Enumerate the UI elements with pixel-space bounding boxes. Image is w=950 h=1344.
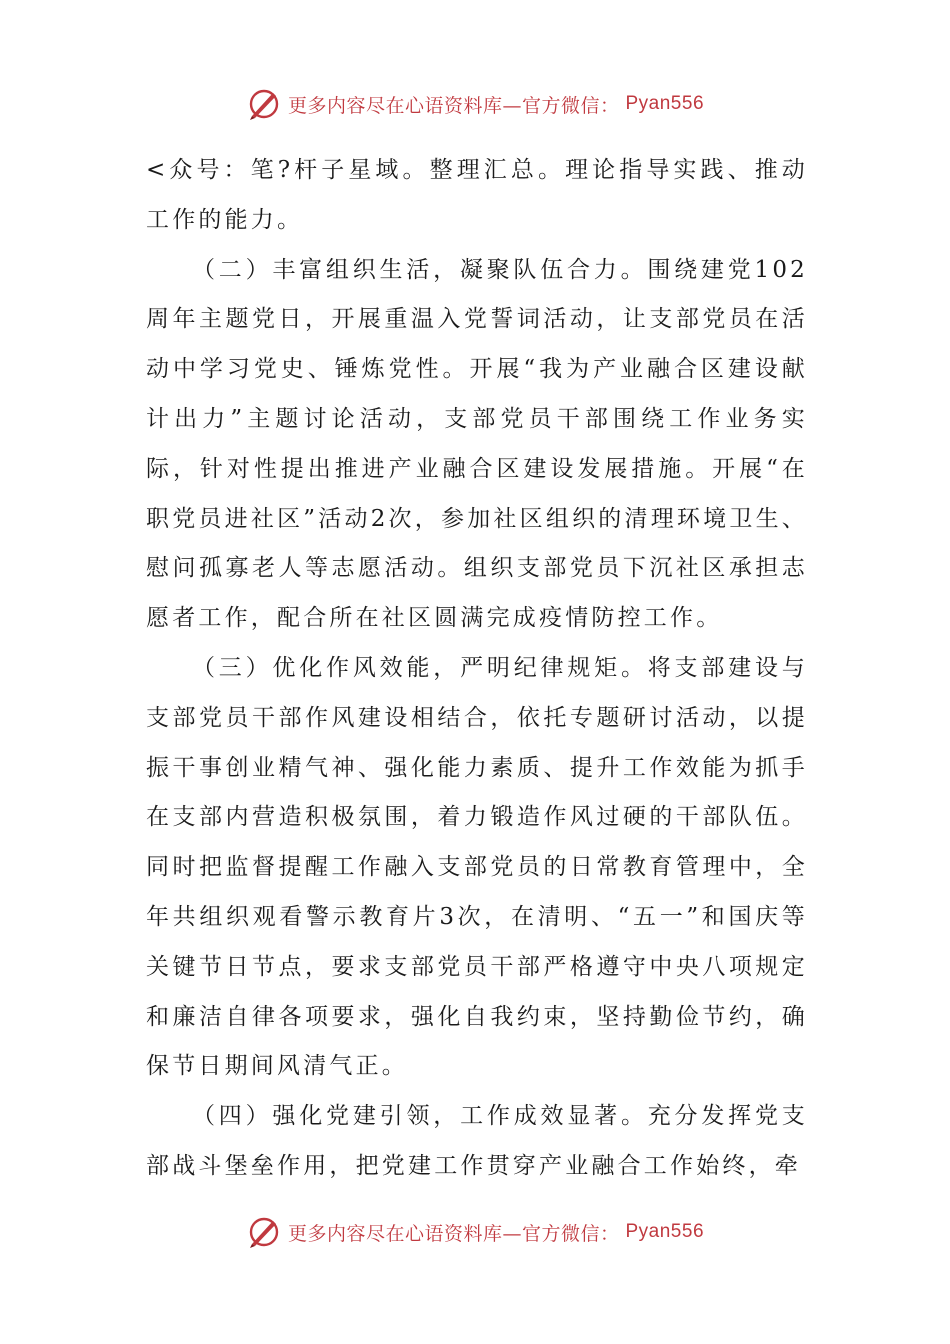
- pen-logo-icon: [246, 1214, 282, 1250]
- pen-logo-icon: [246, 86, 282, 122]
- footer-watermark: [0, 1210, 950, 1254]
- watermark-text: 更多内容尽在心语资料库—官方微信：: [287, 1222, 620, 1245]
- header-watermark: [0, 82, 950, 126]
- paragraph-section-4: （四）强化党建引领，工作成效显著。充分发挥党支部战斗堡垒作用，把党建工作贯穿产业融合工作始终，牵: [146, 1103, 808, 1179]
- document-body: [146, 146, 808, 1192]
- watermark-text: 更多内容尽在心语资料库—官方微信：: [287, 94, 620, 117]
- watermark-handle: Pyan556: [625, 93, 705, 114]
- paragraph-section-3: （三）优化作风效能，严明纪律规矩。将支部建设与支部党员干部作风建设相结合，依托专题研讨活动，以提振干事创业精气神、强化能力素质、提升工作效能为抓手在支部内营造积极氛围，着力锻造作风过硬的干部队伍。同时把监督提醒工作融入支部党员的日常教育管理中，全年共组织观看警示教育片3次，在清明、“五一”和国庆等关键节日节点，要求支部党员干部严格遵守中央八项规定和廉洁自律各项要求，强化自我约束，坚持勤俭节约，确保节日期间风清气正。: [146, 654, 808, 1080]
- paragraph-section-2: （二）丰富组织生活，凝聚队伍合力。围绕建党102周年主题党日，开展重温入党誓词活动，让支部党员在活动中学习党史、锤炼党性。开展“我为产业融合区建设献计出力”主题讨论活动，支部党员干部围绕工作业务实际，针对性提出推进产业融合区建设发展措施。开展“在职党员进社区”活动2次，参加社区组织的清理环境卫生、慰问孤寡老人等志愿活动。组织支部党员下沉社区承担志愿者工作，配合所在社区圆满完成疫情防控工作。: [146, 256, 808, 632]
- watermark-handle: Pyan556: [625, 1221, 705, 1242]
- paragraph-continued: <众号：笔?杆子星域。整理汇总。理论指导实践、推动工作的能力。: [146, 157, 808, 233]
